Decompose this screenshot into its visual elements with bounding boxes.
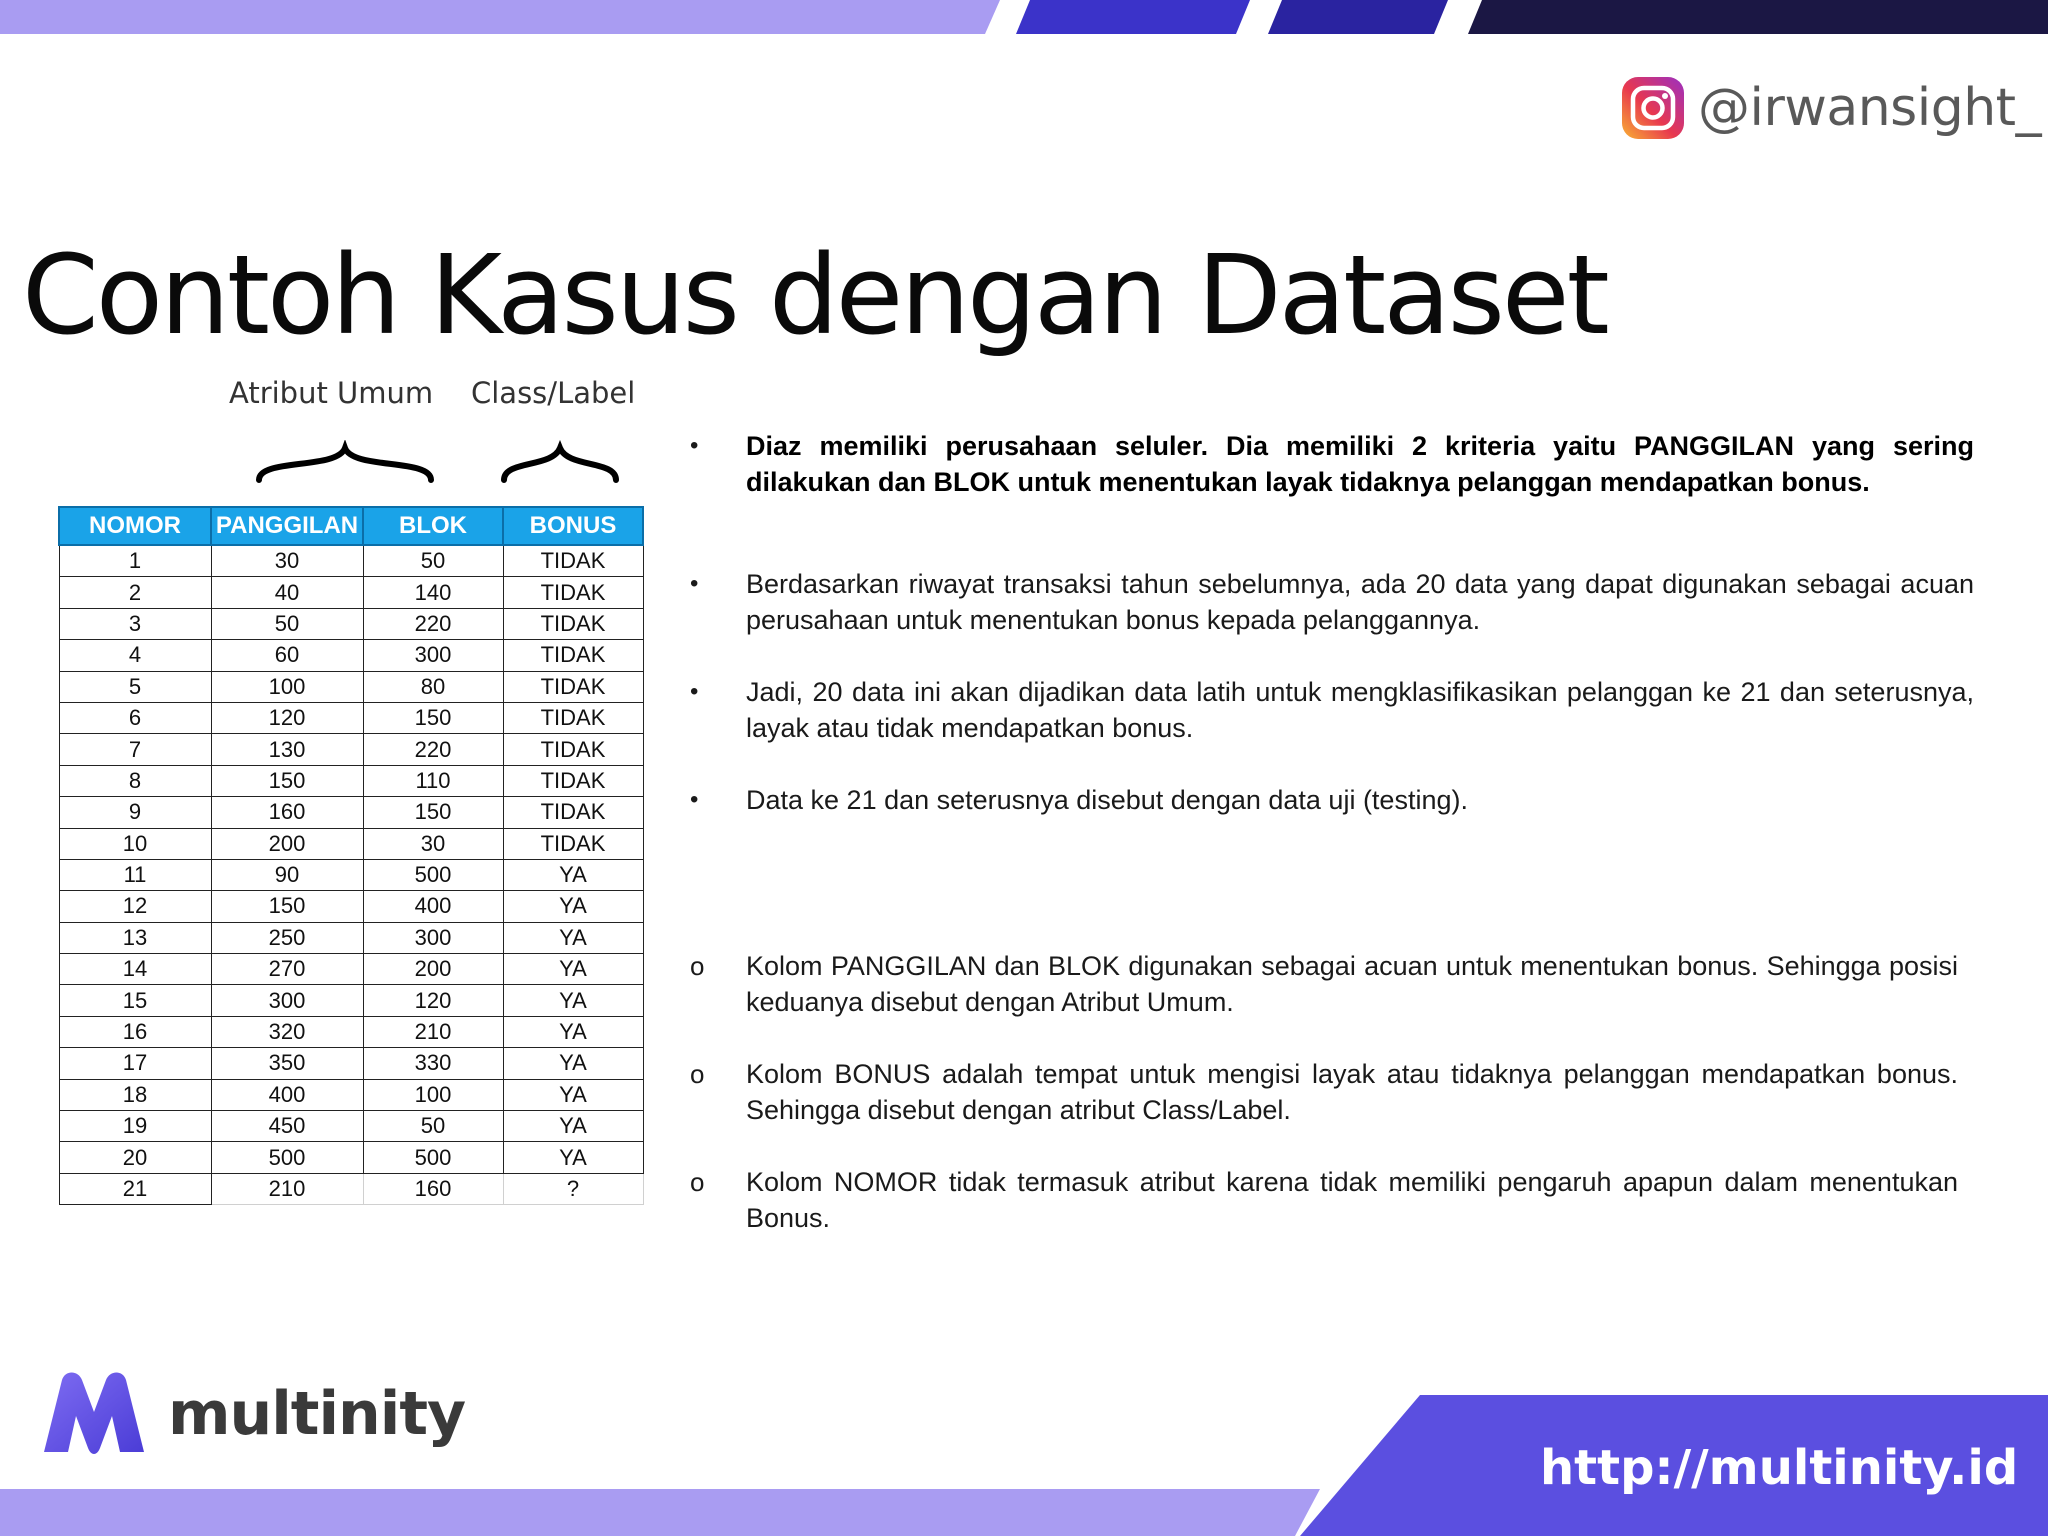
brand-logo [38,1372,465,1456]
blok-cell: 220 [363,608,503,639]
nomor-cell: 12 [59,891,211,922]
class-label-brace [500,440,620,486]
panggilan-cell: 350 [211,1048,363,1079]
table-row [59,828,643,859]
bonus-cell: YA [503,985,643,1016]
bonus-cell: TIDAK [503,608,643,639]
bonus-cell: TIDAK [503,828,643,859]
panggilan-cell: 150 [211,765,363,796]
blok-cell: 160 [363,1173,503,1204]
instagram-icon [1620,75,1686,141]
table-row [59,1111,643,1142]
bonus-cell: YA [503,1016,643,1047]
panggilan-cell: 30 [211,545,363,577]
nomor-cell: 11 [59,859,211,890]
panggilan-cell: 450 [211,1111,363,1142]
bullet-text: Jadi, 20 data ini akan dijadikan data latih untuk mengklasifikasikan pelanggan ke 21 dan seterusnya, layak atau tidak mendapatkan bonus. [746,677,1974,743]
blok-cell: 100 [363,1079,503,1110]
blok-cell: 300 [363,922,503,953]
table-row [59,577,643,608]
nomor-cell: 1 [59,545,211,577]
blok-cell: 500 [363,859,503,890]
nomor-cell: 5 [59,671,211,702]
blok-cell: 50 [363,1111,503,1142]
sub-bullet-item [690,1164,1958,1236]
table-row [59,608,643,639]
sub-bullet-text: Kolom BONUS adalah tempat untuk mengisi layak atau tidaknya pelanggan mendapatkan bonus. Sehingga disebut dengan atribut Class/Label. [746,1059,1958,1125]
bullet-item [690,782,1974,818]
bullet-text: Data ke 21 dan seterusnya disebut dengan data uji (testing). [746,785,1468,815]
blok-cell: 120 [363,985,503,1016]
blok-cell: 80 [363,671,503,702]
bullet-text: Berdasarkan riwayat transaksi tahun sebelumnya, ada 20 data yang dapat digunakan sebagai acuan perusahaan untuk menentukan bonus kepada pelanggannya. [746,569,1974,635]
blok-cell: 200 [363,954,503,985]
blok-cell: 110 [363,765,503,796]
bonus-cell: TIDAK [503,671,643,702]
nomor-cell: 4 [59,640,211,671]
bonus-cell: TIDAK [503,734,643,765]
blok-cell: 210 [363,1016,503,1047]
table-row [59,671,643,702]
blok-cell: 50 [363,545,503,577]
panggilan-cell: 90 [211,859,363,890]
sub-bullet-marker: o [690,1059,705,1089]
blok-cell: 150 [363,797,503,828]
panggilan-cell: 320 [211,1016,363,1047]
nomor-cell: 7 [59,734,211,765]
column-header-bonus: BONUS [503,507,643,545]
table-row [59,1173,643,1204]
bonus-cell: TIDAK [503,797,643,828]
bonus-cell: YA [503,1079,643,1110]
nomor-cell: 14 [59,954,211,985]
bonus-cell: YA [503,1142,643,1173]
table-row [59,985,643,1016]
nomor-cell: 16 [59,1016,211,1047]
instagram-handle: @irwansight_ [1698,78,2042,138]
nomor-cell: 2 [59,577,211,608]
table-row [59,734,643,765]
column-header-panggilan: PANGGILAN [211,507,363,545]
multinity-logo-icon [38,1372,150,1456]
table-row [59,1142,643,1173]
panggilan-cell: 500 [211,1142,363,1173]
panggilan-cell: 400 [211,1079,363,1110]
class-label-label: Class/Label [471,376,636,410]
website-url[interactable]: http://multinity.id [1540,1440,2019,1496]
nomor-cell: 13 [59,922,211,953]
general-attribute-brace [255,440,435,486]
nomor-cell: 10 [59,828,211,859]
table-body [59,545,643,1205]
table-row [59,954,643,985]
blok-cell: 330 [363,1048,503,1079]
nomor-cell: 20 [59,1142,211,1173]
table-header-row [59,507,643,545]
blok-cell: 30 [363,828,503,859]
table-row [59,1079,643,1110]
panggilan-cell: 50 [211,608,363,639]
nomor-cell: 15 [59,985,211,1016]
bullet-marker: • [690,678,699,705]
bullet-text: Diaz memiliki perusahaan seluler. Dia memiliki 2 kriteria yaitu PANGGILAN yang sering dilakukan dan BLOK untuk menentukan layak tidaknya pelanggan mendapatkan bonus. [746,431,1974,497]
nomor-cell: 18 [59,1079,211,1110]
nomor-cell: 17 [59,1048,211,1079]
nomor-cell: 6 [59,702,211,733]
bonus-cell: ? [503,1173,643,1204]
table-row [59,545,643,577]
sub-bullet-item [690,1056,1958,1128]
bullet-marker: • [690,570,699,597]
table-row [59,922,643,953]
panggilan-cell: 200 [211,828,363,859]
table-row [59,1016,643,1047]
table-row [59,765,643,796]
social-handle [1620,72,2041,144]
blok-cell: 220 [363,734,503,765]
bonus-cell: TIDAK [503,545,643,577]
sub-bullet-text: Kolom NOMOR tidak termasuk atribut karena tidak memiliki pengaruh apapun dalam menentukan Bonus. [746,1167,1958,1233]
sub-bullet-marker: o [690,1167,705,1197]
panggilan-cell: 40 [211,577,363,608]
nomor-cell: 19 [59,1111,211,1142]
nomor-cell: 21 [59,1173,211,1204]
column-header-nomor: NOMOR [59,507,211,545]
table-row [59,797,643,828]
bonus-cell: YA [503,1048,643,1079]
table-row [59,702,643,733]
blok-cell: 400 [363,891,503,922]
panggilan-cell: 210 [211,1173,363,1204]
sub-bullet-text: Kolom PANGGILAN dan BLOK digunakan sebagai acuan untuk menentukan bonus. Sehingga posisi keduanya disebut dengan Atribut Umum. [746,951,1958,1017]
top-banner [0,0,2048,34]
bullet-item [690,674,1974,746]
nomor-cell: 9 [59,797,211,828]
bonus-cell: YA [503,922,643,953]
table-row [59,1048,643,1079]
brand-name: multinity [168,1379,466,1449]
nomor-cell: 8 [59,765,211,796]
panggilan-cell: 160 [211,797,363,828]
bonus-cell: YA [503,954,643,985]
bonus-cell: YA [503,1111,643,1142]
panggilan-cell: 270 [211,954,363,985]
panggilan-cell: 130 [211,734,363,765]
blok-cell: 140 [363,577,503,608]
table-row [59,891,643,922]
page-title: Contoh Kasus dengan Dataset [22,231,1607,359]
nomor-cell: 3 [59,608,211,639]
panggilan-cell: 250 [211,922,363,953]
bonus-cell: TIDAK [503,765,643,796]
general-attribute-label: Atribut Umum [229,376,434,410]
panggilan-cell: 60 [211,640,363,671]
panggilan-cell: 120 [211,702,363,733]
blok-cell: 300 [363,640,503,671]
blok-cell: 150 [363,702,503,733]
bonus-cell: YA [503,859,643,890]
bullet-marker: • [690,432,699,459]
table-row [59,640,643,671]
panggilan-cell: 100 [211,671,363,702]
blok-cell: 500 [363,1142,503,1173]
panggilan-cell: 300 [211,985,363,1016]
bullet-item [690,566,1974,638]
bullet-item [690,428,1974,500]
sub-bullet-item [690,948,1958,1020]
dataset-table [58,506,644,1205]
sub-bullet-marker: o [690,951,705,981]
table-row [59,859,643,890]
column-header-blok: BLOK [363,507,503,545]
bonus-cell: TIDAK [503,702,643,733]
bonus-cell: TIDAK [503,577,643,608]
bonus-cell: YA [503,891,643,922]
bonus-cell: TIDAK [503,640,643,671]
bullet-marker: • [690,786,699,813]
panggilan-cell: 150 [211,891,363,922]
